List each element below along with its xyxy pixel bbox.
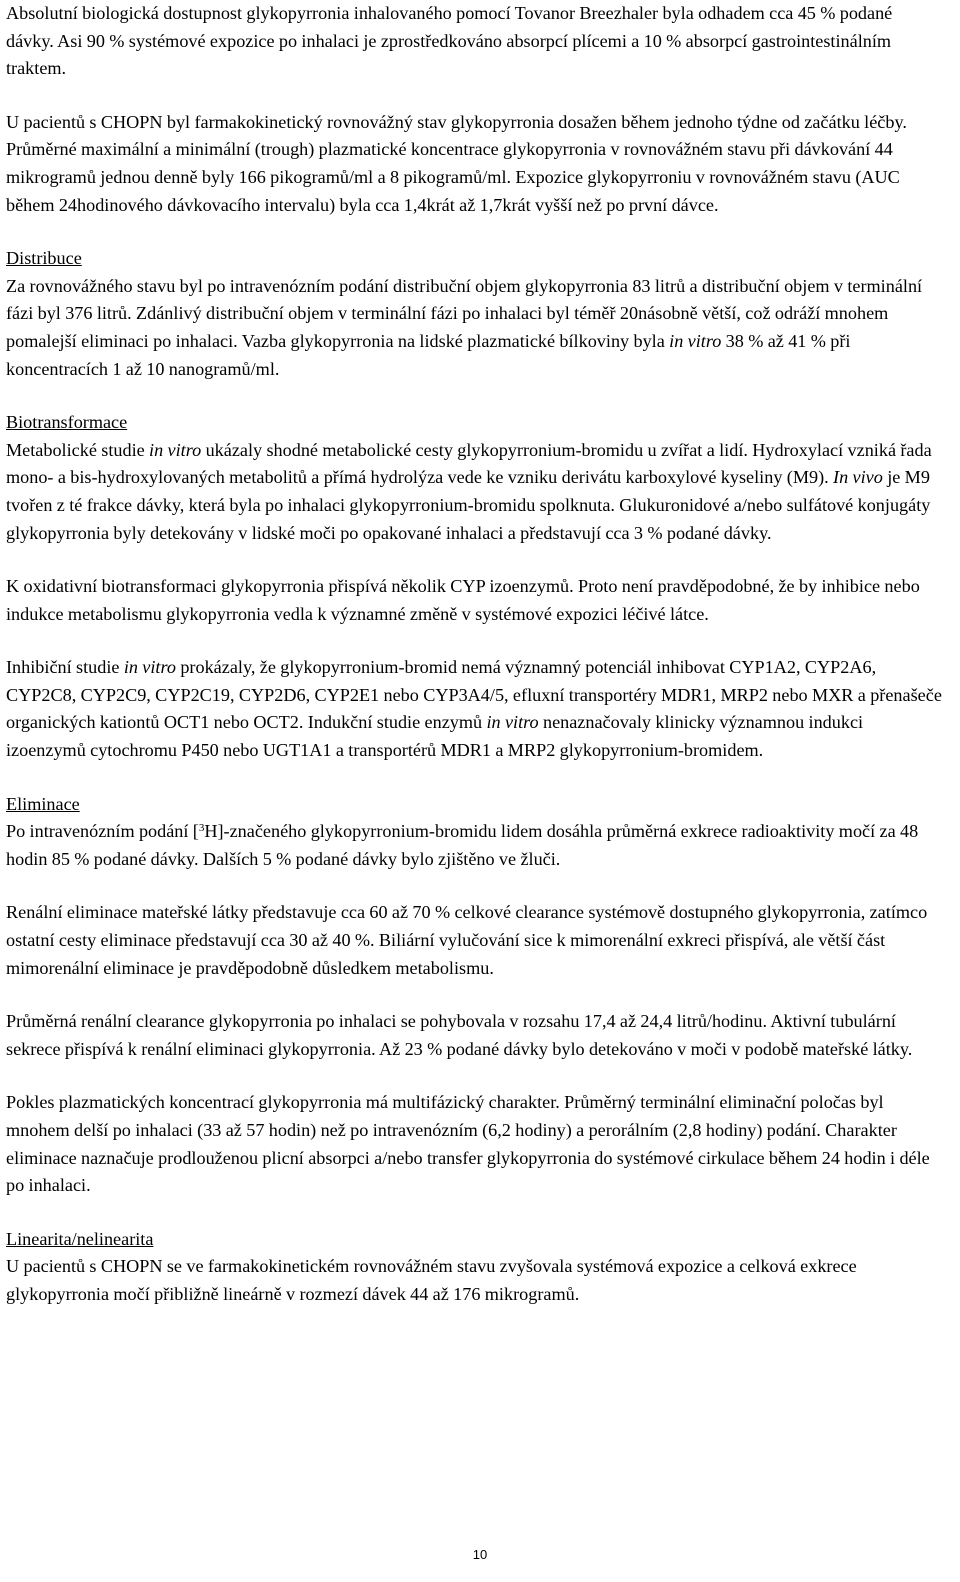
elimination-paragraph-1: Po intravenózním podání [$^3$H]-značeného glykopyrronium-bromidu lidem dosáhla průměrná exkrece radioaktivity močí za 48 hodin 85 % podané dávky. Dalších 5 % podané dávky bylo zjištěno ve žluči. — [6, 821, 919, 869]
biotransformation-paragraph-2: K oxidativní biotransformaci glykopyrronia přispívá několik CYP izoenzymů. Proto není pravděpodobné, že by inhibice nebo indukce metabolismu glykopyrronia vedla k významné změně v systémové expozici léčivé látce. — [6, 576, 920, 624]
elimination-paragraph-2: Renální eliminace mateřské látky představuje cca 60 až 70 % celkové clearance systémově dostupného glykopyrronia, zatímco ostatní cesty eliminace představují cca 30 až 40 %. Biliární vylučování sice k mimorenální exkreci přispívá, ale větší část mimorenální eliminace je pravděpodobně důsledkem metabolismu. — [6, 902, 928, 978]
biotransformation-heading: Biotransformace — [6, 412, 128, 433]
elimination-heading: Eliminace — [6, 793, 80, 814]
linearity-paragraph: U pacientů s CHOPN se ve farmakokinetickém rovnovážném stavu zvyšovala systémová expozice a celková exkrece glykopyrronia močí přibližně lineárně v rozmezí dávek 44 až 176 mikrogramů. — [6, 1256, 857, 1304]
linearity-heading: Linearita/nelinearita — [6, 1228, 154, 1249]
biotransformation-paragraph-1: Metabolické studie in vitro ukázaly shodné metabolické cesty glykopyrronium-bromidu u zvířat a lidí. Hydroxylací vzniká řada mono- a bis-hydroxylovaných metabolitů a přímá hydrolýza vede ke vzniku derivátu karboxylové kyseliny (M9). In vivo je M9 tvořen z té frakce dávky, která byla po inhalaci glykopyrronium-bromidu spolknuta. Glukuronidové a/nebo sulfátové konjugáty glykopyrronia byly detekovány v lidské moči po opakované inhalaci a představují cca 3 % podané dávky. — [6, 439, 932, 543]
elimination-paragraph-4: Pokles plazmatických koncentrací glykopyrronia má multifázický charakter. Průměrný terminální eliminační poločas byl mnohem delší po inhalaci (33 až 57 hodin) než po intravenózním (6,2 hodiny) a perorálním (2,8 hodiny) podání. Charakter eliminace naznačuje prodlouženou plicní absorpci a/nebo transfer glykopyrronia do systémové cirkulace během 24 hodin i déle po inhalaci. — [6, 1092, 930, 1196]
absorption-paragraph-1: Absolutní biologická dostupnost glykopyrronia inhalovaného pomocí Tovanor Breezhaler byla odhadem cca 45 % podané dávky. Asi 90 % systémové expozice po inhalaci je zprostředkováno absorpcí plícemi a 10 % absorpcí gastrointestinálním traktem. — [6, 3, 893, 79]
biotransformation-paragraph-3: Inhibiční studie in vitro prokázaly, že glykopyrronium-bromid nemá významný potenciál inhibovat CYP1A2, CYP2A6, CYP2C8, CYP2C9, CYP2C19, CYP2D6, CYP2E1 nebo CYP3A4/5, efluxní transportéry MDR1, MRP2 nebo MXR a přenašeče organických kationtů OCT1 nebo OCT2. Indukční studie enzymů in vitro nenaznačovaly klinicky významnou indukci izoenzymů cytochromu P450 nebo UGT1A1 a transportérů MDR1 a MRP2 glykopyrronium-bromidem. — [6, 657, 942, 761]
page-number: 10 — [472, 1547, 488, 1562]
document-page — [6, 0, 942, 1309]
elimination-paragraph-3: Průměrná renální clearance glykopyrronia po inhalaci se pohybovala v rozsahu 17,4 až 24,4 litrů/hodinu. Aktivní tubulární sekrece přispívá k renální eliminaci glykopyrronia. Až 23 % podané dávky bylo detekováno v moči v podobě mateřské látky. — [6, 1011, 913, 1059]
distribution-paragraph: Za rovnovážného stavu byl po intravenózním podání distribuční objem glykopyrronia 83 litrů a distribuční objem v terminální fázi byl 376 litrů. Zdánlivý distribuční objem v terminální fázi po inhalaci byl téměř 20násobně větší, což odráží mnohem pomalejší eliminaci po inhalaci. Vazba glykopyrronia na lidské plazmatické bílkoviny byla in vitro 38 % až 41 % při koncentracích 1 až 10 nanogramů/ml. — [6, 275, 923, 379]
distribution-heading: Distribuce — [6, 248, 82, 269]
absorption-paragraph-2: U pacientů s CHOPN byl farmakokinetický rovnovážný stav glykopyrronia dosažen během jednoho týdne od začátku léčby. Průměrné maximální a minimální (trough) plazmatické koncentrace glykopyrronia v rovnovážném stavu při dávkování 44 mikrogramů jednou denně byly 166 pikogramů/ml a 8 pikogramů/ml. Expozice glykopyrroniu v rovnovážném stavu (AUC během 24hodinového dávkovacího intervalu) byla cca 1,4krát až 1,7krát vyšší než po první dávce. — [6, 111, 907, 215]
